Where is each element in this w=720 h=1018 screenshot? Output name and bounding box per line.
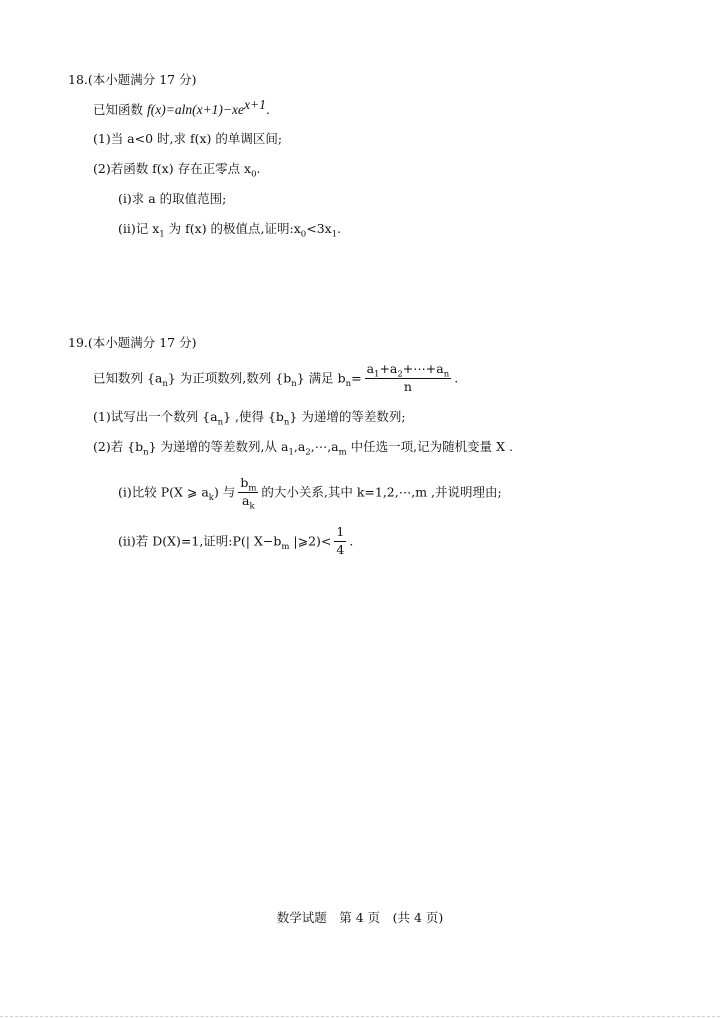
- q19-quarter-num: 1: [334, 526, 346, 542]
- q19-part-2-e: 中任选一项,记为随机变量 X .: [346, 439, 513, 454]
- q18-function-definition: [93, 96, 270, 117]
- q19-part-2-sub-n: n: [143, 447, 149, 458]
- q19-frac-sub-2: 2: [397, 369, 403, 380]
- q19-mean-fraction: [365, 363, 452, 393]
- q18-part-1: (1)当 a<0 时,求 f(x) 的单调区间;: [93, 131, 283, 146]
- q19-intro-b: } 为正项数列,数列 {b: [167, 370, 292, 386]
- q18-sub-0: 0: [300, 229, 307, 240]
- q19-ak-sub: k: [249, 501, 255, 511]
- q19-intro-eq: =: [351, 370, 362, 386]
- q18-sub-2: 1: [331, 229, 338, 240]
- q19-part-2-ii-a: (ii)若 D(X)=1,证明:P(| X−b: [118, 533, 282, 549]
- q19-part-2-ii-b: |⩾2)<: [289, 533, 332, 549]
- q19-part-2-sub-1: 1: [288, 447, 294, 458]
- q19-part-2-sub-m: m: [338, 447, 347, 458]
- q18-header: 18.(本小题满分 17 分): [68, 72, 197, 87]
- q18-period: .: [265, 102, 270, 117]
- q19-part-1-b: } ,使得 {b: [223, 409, 284, 424]
- q19-intro-end: .: [454, 370, 459, 386]
- q19-part-1: [93, 409, 406, 428]
- q19-part-2-ii-sub-m: m: [281, 542, 290, 552]
- q19-intro-a: 已知数列 {a: [93, 370, 163, 386]
- q19-frac-sub-1: 1: [374, 369, 380, 380]
- q18-part-2-ii-c: <3x: [306, 221, 332, 236]
- q19-sub-n-2: n: [291, 379, 297, 389]
- q19-part-2-c: ,a: [293, 439, 306, 454]
- q19-intro: [93, 361, 459, 394]
- q18-function-expression: f(x)=aln(x+1)−xe: [146, 102, 245, 117]
- q19-part-1-sub-1: n: [217, 417, 224, 428]
- q19-bm-sub: m: [248, 483, 257, 494]
- q19-frac-denominator: n: [403, 378, 412, 394]
- q19-part-2-a: (2)若 {b: [93, 439, 144, 454]
- q19-part-2-d: ,⋯,a: [310, 439, 339, 454]
- q18-part-2-sub: 0: [251, 169, 257, 180]
- q19-bm: b: [240, 475, 249, 490]
- q19-part-1-sub-2: n: [283, 417, 290, 428]
- q19-part-2-sub-2: 2: [305, 447, 311, 458]
- bottom-divider: [0, 1016, 720, 1017]
- q18-part-2-i: (i)求 a 的取值范围;: [118, 191, 227, 206]
- q19-part-1-c: } 为递增的等差数列;: [289, 409, 406, 424]
- q19-bm-over-ak-fraction: [238, 475, 258, 511]
- q18-part-2-text: (2)若函数 f(x) 存在正零点 x: [93, 161, 252, 176]
- q19-frac-a1: a: [366, 361, 375, 376]
- q18-part-2-ii-end: .: [337, 221, 342, 236]
- q19-part-1-a: (1)试写出一个数列 {a: [93, 409, 218, 424]
- q19-part-2-i-sub-k: k: [208, 493, 214, 503]
- q19-part-2-ii-end: .: [349, 533, 354, 549]
- q19-part-2-i-a: (i)比较 P(X ⩾ a: [118, 484, 209, 500]
- q19-frac-an: +⋯+a: [402, 361, 444, 376]
- q18-part-2-end: .: [256, 161, 261, 176]
- q19-sub-n-3: n: [345, 379, 352, 389]
- q19-ak: a: [242, 492, 250, 508]
- q19-frac-sub-n: n: [443, 369, 450, 380]
- q19-part-2-i-c: 的大小关系,其中 k=1,2,⋯,m ,并说明理由;: [261, 484, 502, 500]
- q19-intro-c: } 满足 b: [296, 370, 346, 386]
- q19-part-2: [93, 439, 513, 458]
- q18-part-2-ii-a: (ii)记 x: [118, 221, 160, 236]
- q18-exponent: x+1: [244, 96, 266, 112]
- q18-sub-1: 1: [159, 229, 165, 240]
- q18-part-2-ii: [118, 221, 342, 240]
- q19-one-quarter-fraction: [334, 526, 346, 556]
- q18-known-prefix: 已知函数: [93, 102, 147, 117]
- q18-part-2: [93, 161, 261, 180]
- q19-part-2-b: } 为递增的等差数列,从 a: [148, 439, 289, 454]
- page-footer: 数学试题 第 4 页 (共 4 页): [276, 910, 444, 925]
- q19-quarter-den: 4: [336, 541, 345, 557]
- q18-part-2-ii-b: 为 f(x) 的极值点,证明:x: [164, 221, 301, 236]
- q19-header: 19.(本小题满分 17 分): [68, 335, 197, 350]
- q19-frac-a2: +a: [379, 361, 398, 376]
- q19-sub-n-1: n: [162, 379, 168, 389]
- q19-part-2-i: [118, 475, 502, 511]
- q19-part-2-i-b: ) 与: [213, 484, 236, 500]
- q19-part-2-ii: [118, 524, 354, 557]
